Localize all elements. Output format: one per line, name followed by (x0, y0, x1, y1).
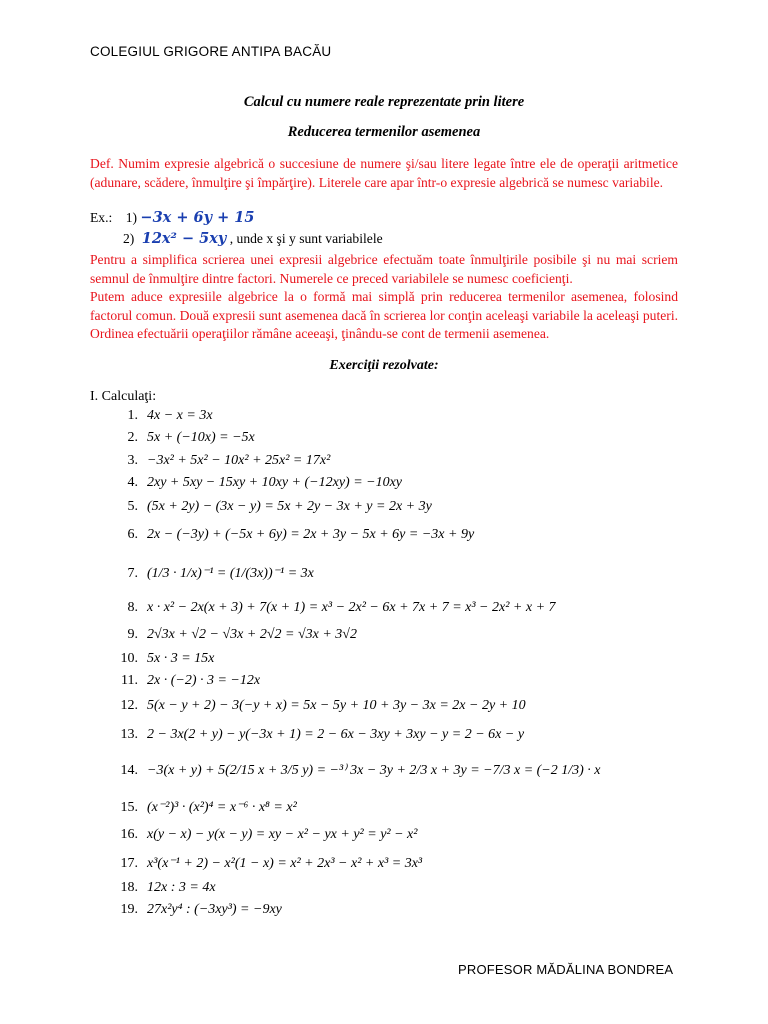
exercise-number: 11. (121, 673, 138, 688)
exercise-row (112, 673, 260, 689)
exercise-row (112, 565, 314, 582)
exercise-expression: 27x²y⁴ : (−3xy³) = −9xy (147, 902, 282, 917)
exercise-expression: 2xy + 5xy − 15xy + 10xy + (−12xy) = −10xy (147, 475, 403, 490)
exercise-expression: −3x² + 5x² − 10x² + 25x² = 17x² (147, 453, 331, 468)
exercise-expression: (5x + 2y) − (3x − y) = 5x + 2y − 3x + y = 2x + 3y (147, 499, 432, 514)
exercise-row (112, 408, 213, 424)
exercise-number: 2. (127, 430, 138, 445)
like-terms-paragraph: Putem aduce expresiile algebrice la o formă mai simplă prin reducerea termenilor asemenea, folosind factorul comun. Două expresii sunt asemenea dacă în scrierea lor conţin aceleaşi variabile la aceleaşi puteri. Ordinea efectuării operaţiilor rămâne aceeaşi, ţinându-se cont de termenii asemenea. (90, 289, 678, 341)
exercise-expression: 5x + (−10x) = −5x (147, 430, 255, 445)
main-title: Calcul cu numere reale reprezentate prin litere (243, 94, 525, 110)
author-footer: PROFESOR MĂDĂLINA BONDREA (458, 962, 674, 977)
exercise-expression: 2x − (−3y) + (−5x + 6y) = 2x + 3y − 5x + 6y = −3x + 9y (147, 527, 475, 542)
exercise-expression: −3(x + y) + 5(2/15 x + 3/5 y) = −³⁾ 3x − 3y + 2/3 x + 3y = −7/3 x = (−2 1/3) · x (147, 763, 601, 778)
exercise-row (112, 827, 417, 843)
exercise-row (112, 651, 214, 667)
exercise-expression: 2 − 3x(2 + y) − y(−3x + 1) = 2 − 6x − 3xy + 3xy − y = 2 − 6x − y (147, 727, 525, 742)
definition-paragraph: Def. Numim expresie algebrică o succesiune de numere şi/sau litere legate între ele de operaţii aritmetice (adunare, scădere, înmulţire şi împărţire). Literele care apar într-o expresie algebrică se numesc variabile. (90, 156, 678, 190)
school-header: COLEGIUL GRIGORE ANTIPA BACĂU (90, 44, 332, 59)
exercise-number: 18. (120, 880, 138, 895)
exercise-expression: (1/3 · 1/x)⁻¹ = (1/(3x))⁻¹ = 3x (147, 566, 314, 581)
exercise-row (112, 727, 524, 743)
exercise-number: 4. (127, 475, 138, 490)
exercise-expression: 2x · (−2) · 3 = −12x (147, 673, 261, 688)
exercise-row (112, 902, 282, 918)
section-label: I. Calculaţi: (90, 389, 157, 404)
exercise-number: 3. (127, 453, 138, 468)
solved-exercises-title: Exerciţii rezolvate: (329, 358, 439, 373)
example-1-number: 1) (125, 210, 138, 225)
exercise-row (112, 453, 330, 469)
exercise-expression: 5x · 3 = 15x (147, 651, 215, 666)
exercise-number: 7. (127, 566, 138, 581)
example-1-expression: −3x + 6y + 15 (140, 209, 255, 226)
exercise-row (112, 762, 601, 779)
exercise-number: 5. (127, 499, 138, 514)
exercise-expression: x(y − x) − y(x − y) = xy − x² − yx + y² = y² − x² (147, 827, 418, 842)
example-2-number: 2) (123, 231, 135, 246)
exercise-number: 6. (127, 527, 138, 542)
example-line-2 (123, 230, 383, 247)
exercise-number: 13. (120, 727, 138, 742)
exercise-expression: x³(x⁻¹ + 2) − x²(1 − x) = x² + 2x³ − x² + x³ = 3x³ (147, 856, 423, 871)
exercise-number: 1. (127, 408, 138, 423)
exercise-row (112, 627, 357, 643)
exercise-expression: 2√3x + √2 − √3x + 2√2 = √3x + 3√2 (147, 627, 357, 642)
exercise-row (112, 698, 526, 714)
example-2-note: , unde x şi y sunt variabilele (229, 231, 383, 246)
exercise-expression: x · x² − 2x(x + 3) + 7(x + 1) = x³ − 2x² − 6x + 7x + 7 = x³ − 2x² + x + 7 (147, 600, 556, 615)
exercise-expression: 4x − x = 3x (147, 408, 213, 423)
exercise-number: 14. (120, 763, 138, 778)
exercise-number: 10. (120, 651, 138, 666)
exercise-number: 9. (127, 627, 138, 642)
exercise-number: 15. (120, 800, 138, 815)
exercise-row (112, 600, 556, 616)
exercise-number: 16. (120, 827, 138, 842)
sub-title: Reducerea termenilor asemenea (287, 124, 481, 140)
exercise-number: 8. (127, 600, 138, 615)
exercise-row (112, 799, 297, 816)
exercise-row (112, 527, 474, 543)
simplify-paragraph: Pentru a simplifica scrierea unei expresii algebrice efectuăm toate înmulţirile posibile şi nu mai scriem semnul de înmulţire dintre factori. Numerele ce preced variabilele se numesc coeficienţi. (90, 252, 678, 286)
exercise-expression: 5(x − y + 2) − 3(−y + x) = 5x − 5y + 10 + 3y − 3x = 2x − 2y + 10 (147, 698, 526, 713)
exercise-expression: (x⁻²)³ · (x²)⁴ = x⁻⁶ · x⁸ = x² (147, 800, 297, 815)
exercise-row (112, 475, 402, 491)
example-prefix: Ex.: (90, 210, 113, 225)
exercise-row (112, 880, 216, 896)
exercise-row (112, 855, 422, 872)
exercise-row (112, 430, 255, 446)
example-line-1 (90, 209, 255, 226)
exercise-number: 19. (120, 902, 138, 917)
exercise-number: 12. (120, 698, 138, 713)
exercise-row (112, 499, 432, 515)
exercise-expression: 12x : 3 = 4x (147, 880, 216, 895)
exercise-number: 17. (120, 856, 138, 871)
example-2-expression: 12x² − 5xy (141, 230, 227, 247)
